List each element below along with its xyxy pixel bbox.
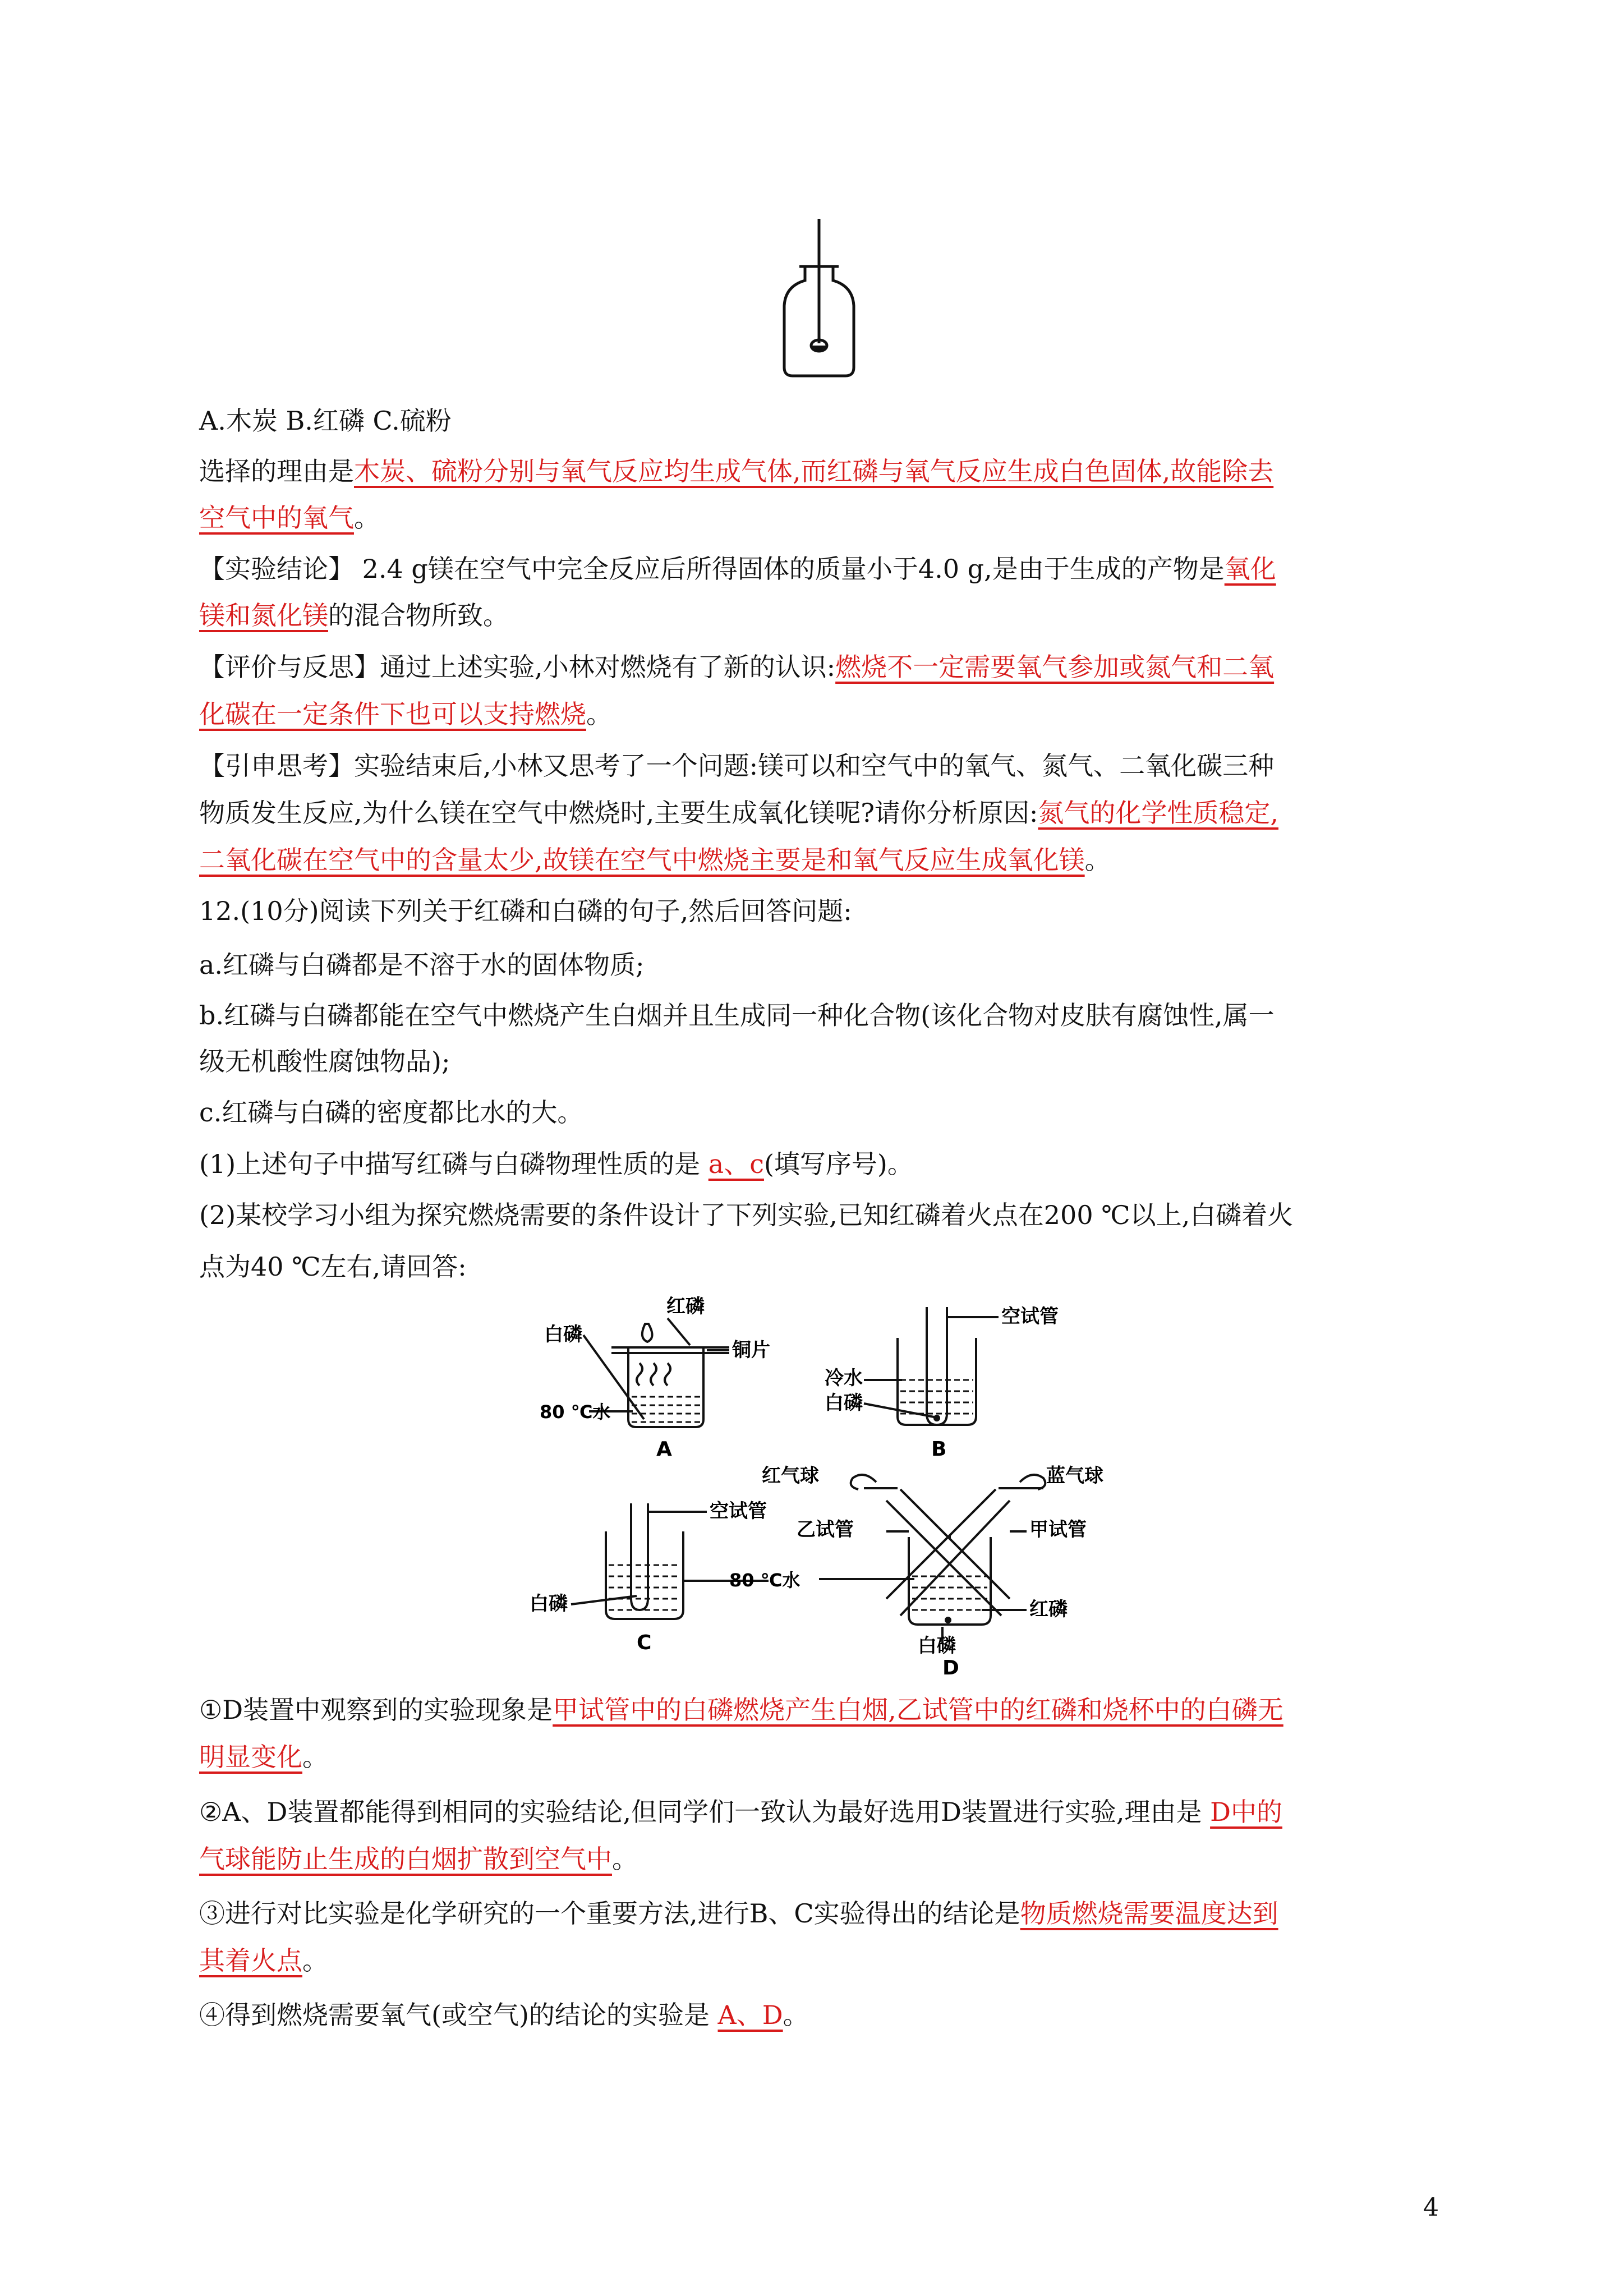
- a-white-phosphorus-label: 白磷: [544, 1323, 582, 1346]
- a-water-label: 80 ℃水: [540, 1401, 611, 1423]
- answer-4: ④得到燃烧需要氧气(或空气)的结论的实验是 A、D。: [199, 2000, 809, 2030]
- statement-a: a.红磷与白磷都是不溶于水的固体物质;: [199, 950, 645, 980]
- conclusion-line-1: 【实验结论】 2.4 g镁在空气中完全反应后所得固体的质量小于4.0 g,是由于生成的产物是氧化: [199, 554, 1276, 584]
- answer-2-line-2: 气球能防止生成的白烟扩散到空气中。: [199, 1844, 638, 1874]
- d-caption: D: [942, 1657, 959, 1677]
- extension-line-1: 【引申思考】实验结束后,小林又思考了一个问题:镁可以和空气中的氧气、氮气、二氧化碳三种: [199, 751, 1275, 781]
- evaluation-line-1: 【评价与反思】通过上述实验,小林对燃烧有了新的认识:燃烧不一定需要氧气参加或氮气和二氧: [199, 652, 1275, 682]
- statement-c: c.红磷与白磷的密度都比水的大。: [199, 1097, 583, 1128]
- apparatus-figure: [527, 1285, 1122, 1677]
- d-red-phosphorus-label: 红磷: [1029, 1598, 1068, 1621]
- sub-question-1: (1)上述句子中描写红磷与白磷物理性质的是 a、c(填写序号)。: [199, 1149, 913, 1179]
- b-cold-water-label: 冷水: [825, 1367, 863, 1389]
- answer-1-line-1: ①D装置中观察到的实验现象是甲试管中的白磷燃烧产生白烟,乙试管中的红磷和烧杯中的白磷无: [199, 1695, 1283, 1725]
- statement-b-line-2: 级无机酸性腐蚀物品);: [199, 1046, 450, 1076]
- d-red-balloon-label: 红气球: [762, 1465, 819, 1487]
- d-white-phosphorus-label: 白磷: [918, 1635, 956, 1657]
- c-white-phosphorus-label: 白磷: [530, 1593, 568, 1615]
- options-line: A.木炭 B.红磷 C.硫粉: [199, 406, 452, 436]
- apparatus-d: [729, 1465, 1103, 1677]
- d-blue-balloon-label: 蓝气球: [1046, 1465, 1103, 1487]
- page-number: 4: [1423, 2193, 1439, 2222]
- a-red-phosphorus-label: 红磷: [666, 1295, 705, 1318]
- bottle-figure: [774, 213, 864, 381]
- d-tube-yi-label: 乙试管: [797, 1519, 854, 1541]
- c-tube-label: 空试管: [710, 1500, 767, 1522]
- conclusion-line-2: 镁和氮化镁的混合物所致。: [199, 600, 509, 631]
- b-white-phosphorus-label: 白磷: [825, 1392, 863, 1414]
- answer-1-line-2: 明显变化。: [199, 1742, 328, 1772]
- reason-line-2: 空气中的氧气。: [199, 503, 380, 533]
- b-caption: B: [931, 1438, 947, 1461]
- answer-3-line-1: ③进行对比实验是化学研究的一个重要方法,进行B、C实验得出的结论是物质燃烧需要温度达到: [199, 1898, 1278, 1929]
- sub-question-2-line-1: (2)某校学习小组为探究燃烧需要的条件设计了下列实验,已知红磷着火点在200 ℃以上,白磷着火: [199, 1200, 1294, 1230]
- evaluation-line-2: 化碳在一定条件下也可以支持燃烧。: [199, 699, 612, 729]
- reason-line-1: 选择的理由是木炭、硫粉分别与氧气反应均生成气体,而红磷与氧气反应生成白色固体,故能除去: [199, 456, 1274, 486]
- apparatus-b: [825, 1305, 1059, 1461]
- a-caption: A: [656, 1438, 672, 1461]
- extension-line-3: 二氧化碳在空气中的含量太少,故镁在空气中燃烧主要是和氧气反应生成氧化镁。: [199, 845, 1111, 875]
- d-water-label: 80 ℃水: [729, 1570, 801, 1591]
- d-tube-jia-label: 甲试管: [1029, 1519, 1087, 1541]
- apparatus-a: [540, 1295, 770, 1461]
- a-copper-label: 铜片: [732, 1339, 770, 1361]
- statement-b-line-1: b.红磷与白磷都能在空气中燃烧产生白烟并且生成同一种化合物(该化合物对皮肤有腐蚀性,属一: [199, 1000, 1275, 1030]
- c-caption: C: [637, 1631, 652, 1654]
- question-12-title: 12.(10分)阅读下列关于红磷和白磷的句子,然后回答问题:: [199, 896, 852, 926]
- sub-question-2-line-2: 点为40 ℃左右,请回答:: [199, 1251, 467, 1282]
- b-tube-label: 空试管: [1001, 1305, 1059, 1328]
- answer-2-line-1: ②A、D装置都能得到相同的实验结论,但同学们一致认为最好选用D装置进行实验,理由是 D中的: [199, 1797, 1282, 1827]
- extension-line-2: 物质发生反应,为什么镁在空气中燃烧时,主要生成氧化镁呢?请你分析原因:氮气的化学性质稳定,: [199, 798, 1279, 828]
- answer-3-line-2: 其着火点。: [199, 1945, 328, 1976]
